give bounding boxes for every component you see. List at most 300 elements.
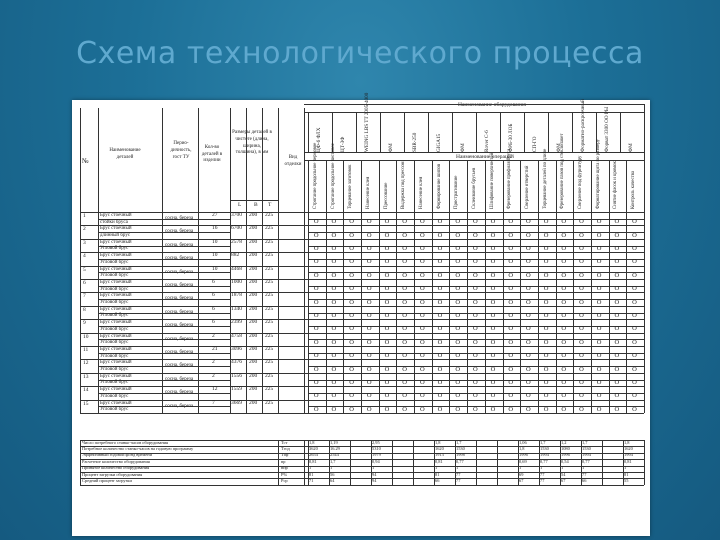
operation-mark: О [508, 405, 514, 413]
summary-value: 1998 [456, 452, 465, 458]
part-material: сосна, береза [165, 403, 194, 409]
operation-mark: О [508, 365, 514, 373]
summary-value: 66 [435, 478, 440, 483]
operation-mark: О [349, 285, 354, 293]
operation-mark: О [596, 231, 602, 239]
operation-mark: О [419, 405, 425, 413]
operation-mark: О [490, 392, 496, 400]
part-subname: Угловой брус [100, 380, 129, 386]
part-subname: Угловой брус [100, 393, 129, 399]
operation-mark: О [490, 298, 496, 306]
machine-divider [524, 112, 525, 152]
col-product-header: Перио-дичность, гост ТУ [170, 141, 192, 160]
summary-value: 81 [624, 471, 629, 477]
operation-mark: О [331, 218, 337, 226]
summary-value: 67 [561, 478, 566, 483]
operation-mark: О [349, 379, 354, 386]
machine-label: ЦТ-ЗФ [340, 136, 346, 152]
operation-mark: О [596, 392, 602, 400]
operation-mark: О [596, 271, 602, 279]
part-width: 200 [249, 252, 258, 259]
operation-mark: О [437, 379, 443, 386]
summary-value: 77 [582, 471, 587, 477]
summary-value: 1996 [519, 452, 528, 458]
operation-mark: О [632, 312, 637, 319]
column-divider [230, 108, 231, 413]
summary-value: 77 [456, 478, 461, 483]
operation-mark: О [402, 231, 407, 239]
summary-value: 1,8 [435, 439, 441, 445]
operation-mark: О [384, 231, 390, 239]
summary-row-divider [80, 453, 644, 454]
dims-sub-line [230, 200, 278, 201]
operation-mark: О [455, 231, 461, 239]
part-thickness: 225 [265, 305, 274, 312]
operation-mark: О [419, 392, 425, 400]
operation-mark: О [349, 405, 354, 413]
operation-mark: О [561, 312, 567, 319]
operation-mark: О [455, 365, 461, 373]
col-dims-header: Размеры деталей в чистоте (длина, ширина, толщина), в мм [232, 130, 272, 156]
operation-mark: О [384, 298, 390, 306]
operation-mark: О [579, 271, 584, 279]
operation-mark: О [349, 392, 354, 400]
operation-mark: О [473, 352, 478, 360]
summary-value: 1,8 [519, 446, 525, 451]
operation-mark: О [579, 392, 584, 400]
operation-mark: О [349, 231, 354, 239]
operation-mark: О [632, 271, 637, 279]
part-name: Брус стоечный [100, 280, 132, 285]
part-thickness: 225 [265, 399, 274, 406]
summary-value: 67 [519, 478, 524, 483]
machine-label: Форват 3300 ОО РЫ [604, 106, 610, 152]
operation-mark: О [596, 245, 602, 252]
part-thickness: 225 [265, 319, 274, 326]
operation-mark: О [331, 405, 337, 413]
operation-mark: О [419, 338, 425, 346]
part-name: Брус стоечный [100, 360, 132, 366]
operation-mark: О [596, 405, 602, 413]
part-thickness: 225 [265, 238, 274, 245]
part-subname: Угловой брус [100, 286, 129, 292]
part-width: 200 [249, 399, 258, 406]
operation-mark: О [579, 285, 584, 293]
operation-mark: О [508, 218, 514, 226]
summary-value: 71 [309, 478, 314, 483]
operation-mark: О [543, 285, 549, 293]
operation-mark: О [437, 392, 443, 400]
operation-mark: О [402, 365, 407, 373]
operation-mark: О [508, 258, 514, 266]
part-material: сосна, береза [165, 242, 194, 248]
summary-value: 1,7 [456, 439, 462, 445]
operation-mark: О [526, 392, 531, 400]
operation-mark: О [508, 312, 514, 319]
operation-mark: О [455, 325, 461, 333]
operation-mark: О [455, 258, 461, 266]
operation-label: Торцевание заготовок [348, 164, 354, 209]
operation-mark: О [419, 312, 425, 319]
operation-mark: О [366, 245, 372, 252]
operation-label: Формирование шипов [436, 163, 442, 209]
machine-label: СП-ГО [532, 136, 538, 152]
operation-mark: О [455, 218, 461, 226]
operation-mark: О [543, 312, 549, 319]
part-length: 3669 [231, 399, 242, 406]
operation-mark: О [384, 352, 390, 360]
operation-mark: О [366, 312, 372, 319]
part-subname: Угловой брус [100, 326, 129, 332]
operation-mark: О [473, 285, 478, 293]
operation-mark: О [349, 258, 354, 266]
summary-row-divider [80, 466, 644, 467]
row-divider [80, 266, 644, 267]
operation-mark: О [526, 338, 531, 346]
operation-mark: О [349, 312, 354, 319]
operation-mark: О [402, 338, 407, 346]
col-num-header: № [82, 157, 89, 165]
part-subname: Угловой брус [100, 259, 129, 265]
operation-mark: О [526, 352, 531, 360]
dims-sub-T: T [268, 202, 272, 208]
machine-divider [428, 112, 429, 152]
operation-mark: О [526, 245, 531, 252]
column-divider [198, 108, 199, 413]
operation-mark: О [579, 312, 584, 319]
summary-value: 1913 [435, 452, 444, 458]
header-ops-line [304, 152, 644, 153]
summary-value: 0,69 [519, 458, 527, 464]
operation-mark: О [490, 325, 496, 333]
row-divider [80, 346, 644, 347]
row-divider [80, 225, 644, 226]
operation-mark: О [632, 218, 637, 226]
operation-mark: О [579, 379, 584, 386]
operation-label: Строгание продольное чистовое [330, 143, 336, 209]
part-width: 200 [249, 265, 258, 272]
summary-label: Процент загрузки оборудования [82, 471, 143, 477]
operation-mark: О [437, 365, 443, 373]
summary-value: 69 [519, 471, 524, 477]
column-divider [304, 108, 305, 413]
operation-mark: О [614, 365, 620, 373]
summary-value: 1530 [540, 446, 549, 451]
operation-mark: О [490, 218, 496, 226]
summary-value: 55 [624, 478, 629, 483]
operation-mark: О [561, 405, 567, 413]
part-width: 200 [249, 292, 258, 299]
part-name: Брус стоечный [100, 293, 132, 299]
operation-mark: О [419, 258, 425, 266]
summary-value: 1 [309, 465, 312, 471]
operation-mark: О [331, 379, 337, 386]
operation-mark: О [384, 218, 390, 226]
part-name: Брус стоечный [100, 226, 132, 232]
part-name: Брус стоечный [100, 387, 132, 393]
operation-mark: О [473, 231, 478, 239]
summary-value: 54 [561, 471, 566, 477]
column-divider [162, 108, 163, 413]
operation-mark: О [437, 245, 443, 252]
operation-mark: О [543, 258, 549, 266]
row-number: 13 [83, 373, 89, 380]
operation-mark: О [596, 379, 602, 386]
row-number: 12 [83, 360, 89, 367]
row-number: 6 [83, 280, 86, 286]
operation-mark: О [543, 392, 549, 400]
operation-mark: О [508, 231, 514, 239]
summary-value-divider [644, 440, 645, 485]
operation-mark: О [543, 379, 549, 386]
operation-mark: О [366, 325, 372, 333]
part-length: 1556 [231, 372, 242, 379]
operation-mark: О [526, 325, 531, 333]
row-number: 4 [83, 253, 86, 260]
column-divider [262, 108, 263, 413]
operation-mark: О [508, 352, 514, 360]
summary-symbol: nр [281, 458, 286, 464]
summary-value: 2,95 [372, 439, 380, 445]
part-length: 3096 [231, 346, 242, 352]
row-divider [80, 400, 644, 401]
operation-mark: О [384, 325, 390, 333]
operation-mark: О [437, 271, 443, 279]
part-name: Брус стоечный [100, 373, 132, 379]
operation-mark: О [473, 325, 478, 333]
operation-mark: О [473, 338, 478, 346]
summary-value: 77 [540, 478, 545, 483]
machine-label: Rover С-6 [484, 130, 490, 152]
operation-mark: О [349, 271, 354, 279]
operation-label: Сверление отверстий [525, 165, 531, 209]
operation-mark: О [561, 231, 567, 239]
summary-label: Эффективный годовой фонд времени [82, 452, 152, 458]
operation-mark: О [508, 245, 514, 252]
operation-mark: О [331, 258, 337, 266]
operation-mark: О [596, 312, 602, 319]
part-quantity: 6 [212, 279, 215, 285]
table-right-border [644, 104, 645, 413]
part-length: 2399 [231, 319, 242, 326]
operation-mark: О [419, 245, 425, 252]
operation-mark: О [313, 352, 319, 360]
row-number: 9 [83, 320, 86, 327]
column-divider [278, 108, 279, 413]
operation-label: Нанесение клея [418, 176, 424, 209]
part-length: 1340 [231, 305, 242, 312]
part-width: 200 [249, 346, 258, 352]
operation-mark: О [473, 379, 478, 386]
machine-label: ФМ [628, 143, 634, 152]
machine-label: GIGA15 [436, 133, 442, 152]
operation-mark: О [632, 258, 637, 266]
operation-mark: О [543, 245, 549, 252]
operation-mark: О [543, 325, 549, 333]
operation-label: Контроль качества [631, 170, 637, 209]
operation-mark: О [437, 218, 443, 226]
operation-mark: О [331, 271, 337, 279]
summary-value: 2654 [309, 452, 318, 458]
summary-value: 81 [309, 471, 314, 477]
operation-mark: О [455, 405, 461, 413]
part-width: 200 [249, 319, 258, 326]
operation-mark: О [561, 298, 567, 306]
operation-mark: О [614, 298, 620, 306]
operation-label: Фрезерование пазов под стеклопакет [560, 133, 566, 209]
part-length: 6700 [231, 225, 242, 232]
part-length: 1000 [231, 279, 242, 285]
operation-label: Фрезерование профиля бруса [507, 148, 513, 209]
operation-mark: О [313, 245, 319, 252]
operation-mark: О [366, 405, 372, 413]
operation-mark: О [419, 325, 425, 333]
row-number: 2 [83, 226, 86, 233]
operation-mark: О [596, 352, 602, 360]
part-subname: Угловой брус [100, 313, 129, 319]
slide-title: Схема технологического процесса [76, 36, 644, 71]
operation-mark: О [437, 258, 443, 266]
operation-mark: О [366, 271, 372, 279]
col-count-header: Кол-во деталей в изделии [201, 145, 223, 163]
part-material: сосна, береза [165, 309, 194, 315]
operation-mark: О [614, 231, 620, 239]
part-subname: длинный брус [100, 232, 131, 238]
operation-mark: О [579, 338, 584, 346]
operation-mark: О [437, 352, 443, 360]
operation-mark: О [526, 285, 531, 293]
machine-label: ФМ [556, 143, 562, 152]
summary-value: 2544 [330, 452, 339, 458]
operation-mark: О [419, 298, 425, 306]
operation-mark: О [313, 405, 319, 413]
operation-mark: О [366, 231, 372, 239]
summary-value: 1,8 [624, 439, 630, 445]
part-quantity: 6 [212, 292, 215, 299]
operation-mark: О [366, 338, 372, 346]
machine-divider [548, 112, 549, 152]
operation-mark: О [508, 325, 514, 333]
part-length: 4376 [231, 359, 242, 366]
summary-value: 77 [540, 471, 545, 477]
summary-value: 1,7 [540, 439, 546, 445]
operation-mark: О [402, 312, 407, 319]
summary-label: Средний процент загрузки [82, 478, 132, 483]
part-thickness: 225 [265, 225, 274, 232]
part-name: Брус стоечный [100, 320, 132, 326]
summary-value: 1 [561, 465, 564, 471]
operation-mark: О [473, 271, 478, 279]
summary-value: 16.29 [330, 446, 340, 451]
operation-mark: О [579, 245, 584, 252]
machine-divider [620, 112, 621, 152]
operation-mark: О [561, 379, 567, 386]
summary-row-divider [80, 478, 644, 479]
part-thickness: 225 [265, 279, 274, 285]
part-length: 4468 [231, 265, 242, 272]
operation-mark: О [437, 298, 443, 306]
operation-mark: О [632, 285, 637, 293]
part-width: 200 [249, 386, 258, 393]
summary-symbol: Тэф [281, 452, 289, 458]
operation-mark: О [596, 365, 602, 373]
machine-divider [476, 112, 477, 152]
operation-mark: О [490, 285, 496, 293]
row-number: 5 [83, 266, 86, 273]
operation-mark: О [313, 392, 319, 400]
operation-mark: О [632, 365, 637, 373]
operation-mark: О [366, 258, 372, 266]
operation-mark: О [437, 405, 443, 413]
operation-mark: О [331, 245, 337, 252]
operation-mark: О [419, 271, 425, 279]
operation-mark: О [614, 285, 620, 293]
summary-symbol: Р% [281, 471, 288, 477]
part-thickness: 225 [265, 359, 274, 366]
operation-mark: О [579, 231, 584, 239]
summary-value: 0,77 [582, 458, 590, 464]
part-thickness: 225 [265, 332, 274, 339]
summary-value: 1620 [624, 446, 633, 451]
table-left-border [80, 108, 81, 413]
row-divider [80, 279, 644, 280]
operation-mark: О [402, 405, 407, 413]
operation-mark: О [526, 298, 531, 306]
operation-mark: О [384, 258, 390, 266]
operation-mark: О [596, 325, 602, 333]
summary-row-divider [80, 485, 644, 486]
operation-mark: О [561, 392, 567, 400]
row-number: 11 [83, 347, 89, 353]
operation-mark: О [490, 312, 496, 319]
operation-mark: О [402, 298, 407, 306]
operation-mark: О [543, 231, 549, 239]
operation-mark: О [543, 405, 549, 413]
dims-sub-L: L [238, 202, 242, 208]
operation-mark: О [331, 231, 337, 239]
operation-mark: О [561, 285, 567, 293]
part-width: 200 [249, 305, 258, 312]
summary-value: 1 [372, 465, 375, 471]
operation-mark: О [419, 352, 425, 360]
operations-header: Наименование операций [456, 154, 514, 160]
part-subname: Угловой брус [100, 340, 129, 346]
summary-value: 0,77 [456, 458, 464, 464]
part-thickness: 225 [265, 372, 274, 379]
part-width: 200 [249, 359, 258, 366]
operation-mark: О [473, 218, 478, 226]
dims-sub-B: B [254, 202, 258, 208]
equipment-group-header: Наименование оборудования [458, 102, 526, 108]
operation-mark: О [596, 338, 602, 346]
row-number: 10 [83, 333, 89, 340]
part-length: 2578 [231, 238, 242, 245]
part-name: Брус стоечный [100, 239, 132, 245]
operation-label: Выдержка под прессом [401, 161, 407, 209]
operation-mark: О [455, 298, 461, 306]
machine-divider [404, 112, 405, 152]
operation-mark: О [455, 285, 461, 293]
part-subname: Угловой брус [100, 353, 129, 359]
operation-mark: О [526, 379, 531, 386]
operation-mark: О [437, 325, 443, 333]
summary-value: 1 [624, 465, 627, 471]
machine-label: ЦФ-6 ФЛХ [316, 127, 322, 152]
operation-mark: О [473, 312, 478, 319]
operation-mark: О [366, 298, 372, 306]
row-number: 8 [83, 306, 86, 313]
part-quantity: 10 [212, 238, 218, 245]
